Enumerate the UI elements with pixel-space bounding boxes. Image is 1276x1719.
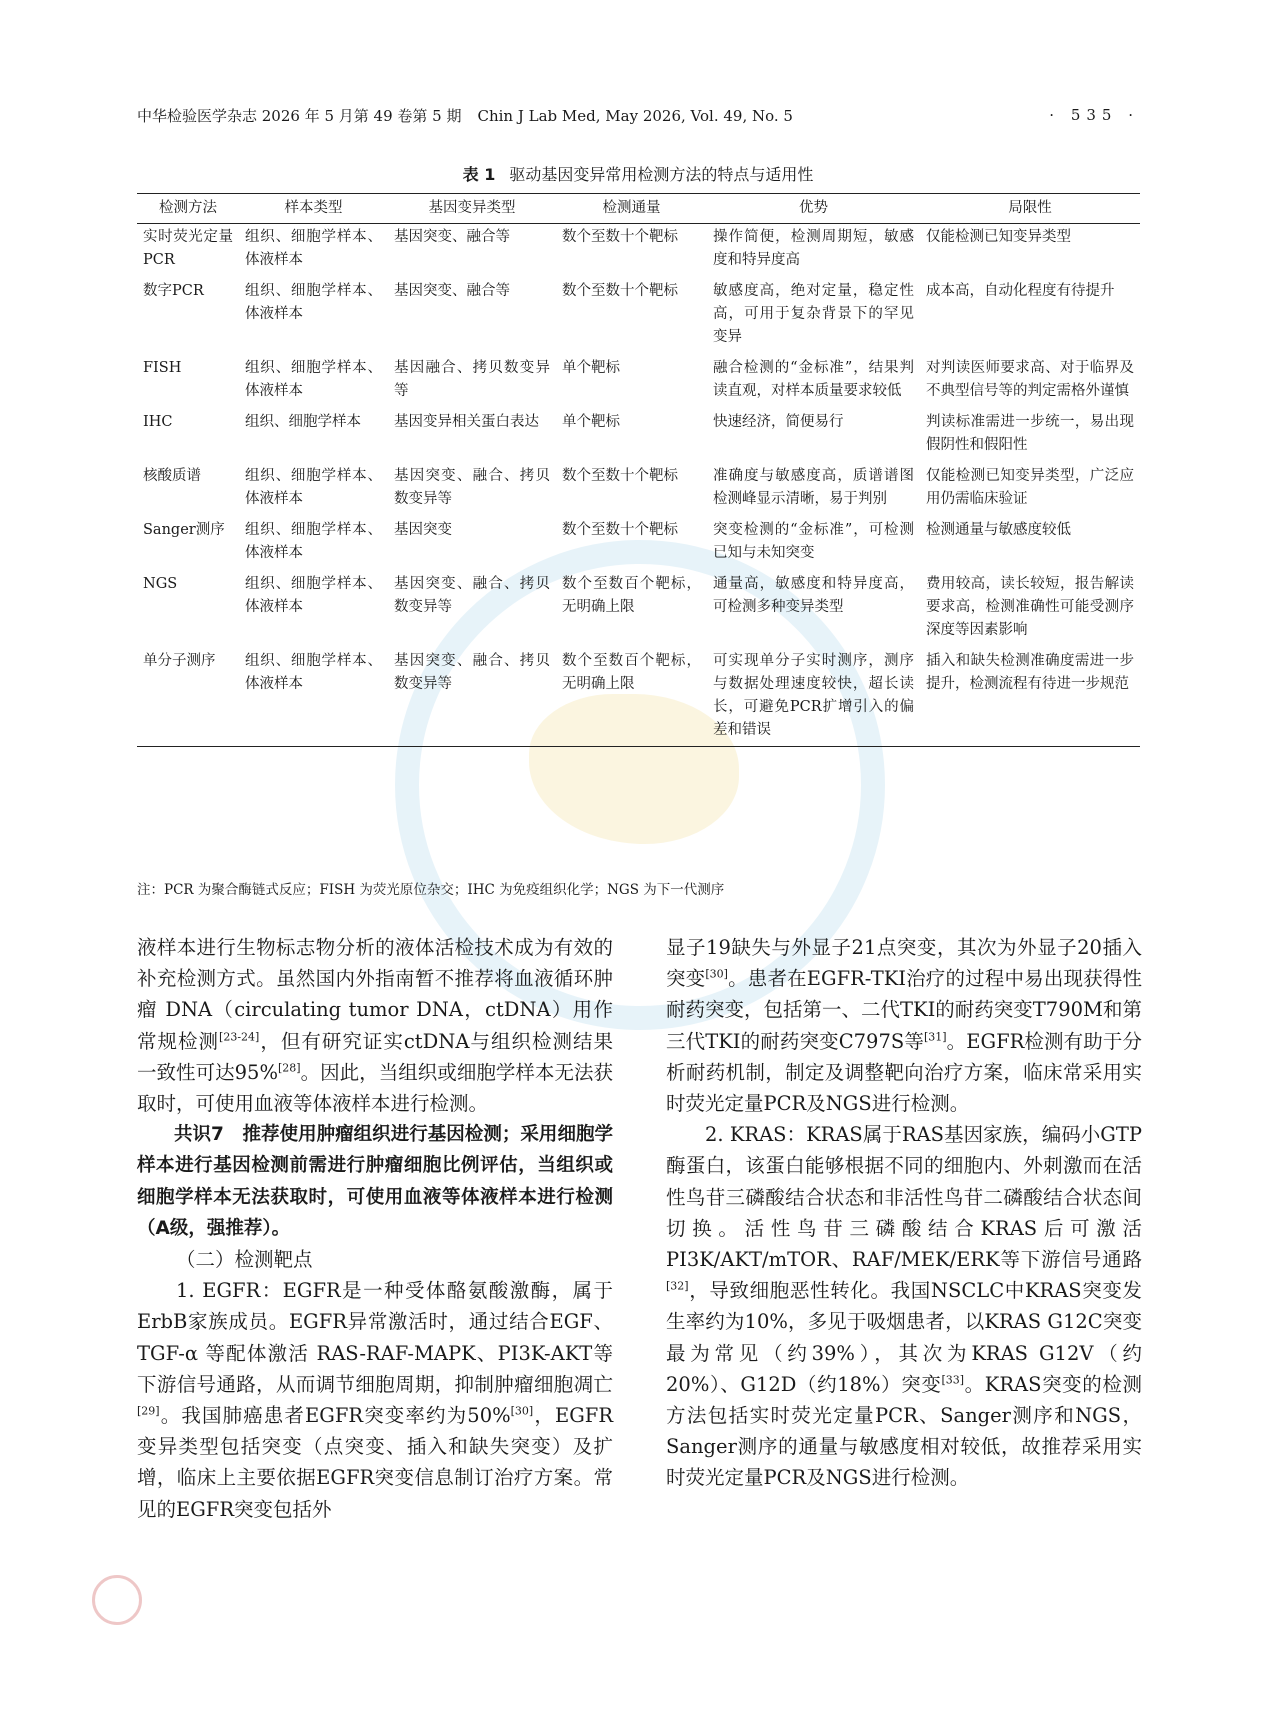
table-cell: 敏感度高，绝对定量，稳定性高，可用于复杂背景下的罕见变异 [713, 283, 914, 345]
table-cell: 可实现单分子实时测序，测序与数据处理速度较快，超长读长，可避免PCR扩增引入的偏差和错误 [707, 648, 920, 747]
table-cell: 基因融合、拷贝数变异等 [394, 360, 550, 399]
citation-ref[interactable]: [23-24] [219, 1030, 260, 1044]
table-cell: 基因变异相关蛋白表达 [394, 414, 539, 430]
citation-ref[interactable]: [33] [941, 1373, 965, 1387]
body-paragraph: 显子19缺失与外显子21点突变，其次为外显子20插入突变[30]。患者在EGFR-TKI治疗的过程中易出现获得性耐药突变，包括第一、二代TKI的耐药突变T790M和第三代TKI的耐药突变C797S等[31]。EGFR检测有助于分析耐药机制，制定及调整靶向治疗方案，临床常采用实时荧光定量PCR及NGS进行检测。 [666, 936, 1143, 1116]
table-cell: 组织、细胞学样本、体液样本 [245, 283, 382, 322]
table-cell: 数个至数十个靶标 [562, 229, 678, 245]
table-cell: 插入和缺失检测准确度需进一步提升，检测流程有待进一步规范 [920, 648, 1140, 747]
table-cell: 仅能检测已知变异类型 [926, 229, 1071, 245]
table-header-row [137, 194, 1140, 224]
table-row [137, 409, 1140, 463]
body-paragraph: 2. KRAS：KRAS属于RAS基因家族，编码小GTP酶蛋白，该蛋白能够根据不同的细胞内、外刺激而在活性鸟苷三磷酸结合状态和非活性鸟苷二磷酸结合状态间切换。活性鸟苷三磷酸结合KRAS后可激活 PI3K/AKT/mTOR、RAF/MEK/ERK等下游信号通路[32]，导致细胞恶性转化。我国NSCLC中KRAS突变发生率约为10%，多见于吸烟患者，以KRAS G12C突变最为常见（约39%），其次为KRAS G12V（约20%）、G12D（约18%）突变[33]。KRAS突变的检测方法包括实时荧光定量PCR、Sanger测序和NGS，Sanger测序的通量与敏感度相对较低，故推荐采用实时荧光定量PCR及NGS进行检测。 [666, 1123, 1142, 1490]
table-row [137, 224, 1140, 279]
publisher-logo [92, 1575, 142, 1625]
table-cell: 对判读医师要求高、对于临界及不典型信号等的判定需格外谨慎 [926, 360, 1134, 399]
citation-ref[interactable]: [28] [277, 1061, 301, 1075]
table-caption [0, 162, 1276, 185]
column-header: 样本类型 [239, 194, 388, 224]
column-header: 检测通量 [556, 194, 707, 224]
table-cell: 单个靶标 [562, 360, 620, 376]
table-cell: 数个至数十个靶标 [562, 522, 678, 538]
table-row [137, 278, 1140, 355]
right-column [666, 932, 1142, 1494]
column-header: 优势 [707, 194, 920, 224]
table-row [137, 517, 1140, 571]
methods-table [137, 193, 1140, 747]
table-cell: 操作简便，检测周期短，敏感度和特异度高 [713, 229, 914, 268]
table-note: 注：PCR 为聚合酶链式反应；FISH 为荧光原位杂交；IHC 为免疫组织化学；NGS 为下一代测序 [137, 882, 725, 898]
column-header: 局限性 [920, 194, 1140, 224]
table-cell: Sanger测序 [143, 522, 225, 538]
table-cell: 检测通量与敏感度较低 [926, 522, 1071, 538]
body-paragraph: 1. EGFR：EGFR是一种受体酪氨酸激酶，属于ErbB家族成员。EGFR异常激活时，通过结合EGF、TGF-α 等配体激活 RAS-RAF-MAPK、PI3K-AKT等下游信号通路，从而调节细胞周期，抑制肿瘤细胞凋亡[29]。我国肺癌患者EGFR突变率约为50%[30]，EGFR变异类型包括突变（点突变、插入和缺失突变）及扩增，临床上主要依据EGFR突变信息制订治疗方案。常见的EGFR突变包括外 [137, 1279, 613, 1521]
left-column [137, 932, 613, 1525]
column-header: 基因变异类型 [388, 194, 556, 224]
page-number: · 535 · [1049, 106, 1139, 124]
citation-ref[interactable]: [29] [137, 1404, 160, 1418]
body-paragraph: 液样本进行生物标志物分析的液体活检技术成为有效的补充检测方式。虽然国内外指南暂不推荐将血液循环肿瘤 DNA（circulating tumor DNA，ctDNA）用作常规检测[23-24]，但有研究证实ctDNA与组织检测结果一致性可达95%[28]。因此，当组织或细胞学样本无法获取时，可使用血液等体液样本进行检测。 [137, 936, 613, 1116]
citation-ref[interactable]: [30] [510, 1404, 534, 1418]
table-cell: 数个至数百个靶标，无明确上限 [556, 648, 707, 747]
table-label: 表 1 [462, 165, 496, 184]
table-cell: 组织、细胞学样本、体液样本 [245, 468, 382, 507]
table-cell: 组织、细胞学样本、体液样本 [245, 522, 382, 561]
table-cell: 融合检测的“金标准”，结果判读直观，对样本质量要求较低 [713, 360, 914, 399]
table-row [137, 648, 1140, 747]
table-cell: 数个至数十个靶标 [562, 283, 678, 299]
table-cell: 组织、细胞学样本、体液样本 [245, 360, 382, 399]
table-cell: 准确度与敏感度高，质谱谱图检测峰显示清晰，易于判别 [713, 468, 914, 507]
table-cell: 基因突变、融合等 [394, 229, 510, 245]
citation-ref[interactable]: [30] [705, 967, 728, 981]
table-cell: 快速经济，简便易行 [713, 414, 844, 430]
table-cell: 突变检测的“金标准”，可检测已知与未知突变 [713, 522, 914, 561]
table-cell: FISH [143, 360, 182, 376]
journal-cn: 中华检验医学杂志 2026 年 5 月第 49 卷第 5 期 [137, 106, 462, 125]
table-cell: 实时荧光定量PCR [143, 229, 233, 268]
table-cell: 数字PCR [143, 283, 204, 299]
column-header: 检测方法 [137, 194, 239, 224]
consensus-statement: 共识7 推荐使用肿瘤组织进行基因检测；采用细胞学样本进行基因检测前需进行肿瘤细胞比例评估，当组织或细胞学样本无法获取时，可使用血液等体液样本进行检测（A级，强推荐）。 [137, 1124, 613, 1239]
table-cell: 基因突变、融合等 [394, 283, 510, 299]
table-cell: 数个至数十个靶标 [562, 468, 678, 484]
table-cell: NGS [143, 576, 178, 592]
citation-ref[interactable]: [32] [666, 1279, 689, 1293]
table-cell: 单分子测序 [137, 648, 239, 747]
table-cell: 组织、细胞学样本、体液样本 [239, 648, 388, 747]
table-cell: 费用较高，读长较短，报告解读要求高，检测准确性可能受测序深度等因素影响 [926, 576, 1134, 638]
table-cell: 组织、细胞学样本 [245, 414, 361, 430]
table-row [137, 571, 1140, 648]
table-cell: 基因突变、融合、拷贝数变异等 [394, 468, 550, 507]
table-cell: 基因突变 [394, 522, 452, 538]
table-cell: 单个靶标 [562, 414, 620, 430]
section-heading: （二）检测靶点 [176, 1248, 313, 1272]
publisher-seal-icon [92, 1575, 142, 1625]
table-cell: 核酸质谱 [143, 468, 201, 484]
table-row [137, 355, 1140, 409]
table-title: 驱动基因变异常用检测方法的特点与适用性 [509, 165, 814, 184]
journal-citation [137, 105, 809, 126]
table-cell: 组织、细胞学样本、体液样本 [245, 576, 382, 615]
table-cell: 通量高，敏感度和特异度高，可检测多种变异类型 [713, 576, 914, 615]
running-header [137, 103, 1139, 127]
table-cell: 成本高，自动化程度有待提升 [926, 283, 1115, 299]
table-cell: 组织、细胞学样本、体液样本 [245, 229, 382, 268]
journal-en: Chin J Lab Med, May 2026, Vol. 49, No. 5 [477, 106, 793, 125]
table-cell: 基因突变、融合、拷贝数变异等 [394, 576, 550, 615]
table-cell: 数个至数百个靶标，无明确上限 [562, 576, 701, 615]
table-cell: 判读标准需进一步统一，易出现假阴性和假阳性 [926, 414, 1134, 453]
citation-ref[interactable]: [31] [923, 1030, 947, 1044]
table-cell: 仅能检测已知变异类型，广泛应用仍需临床验证 [926, 468, 1134, 507]
table-cell: IHC [143, 414, 173, 430]
table-cell: 基因突变、融合、拷贝数变异等 [388, 648, 556, 747]
table-row [137, 463, 1140, 517]
